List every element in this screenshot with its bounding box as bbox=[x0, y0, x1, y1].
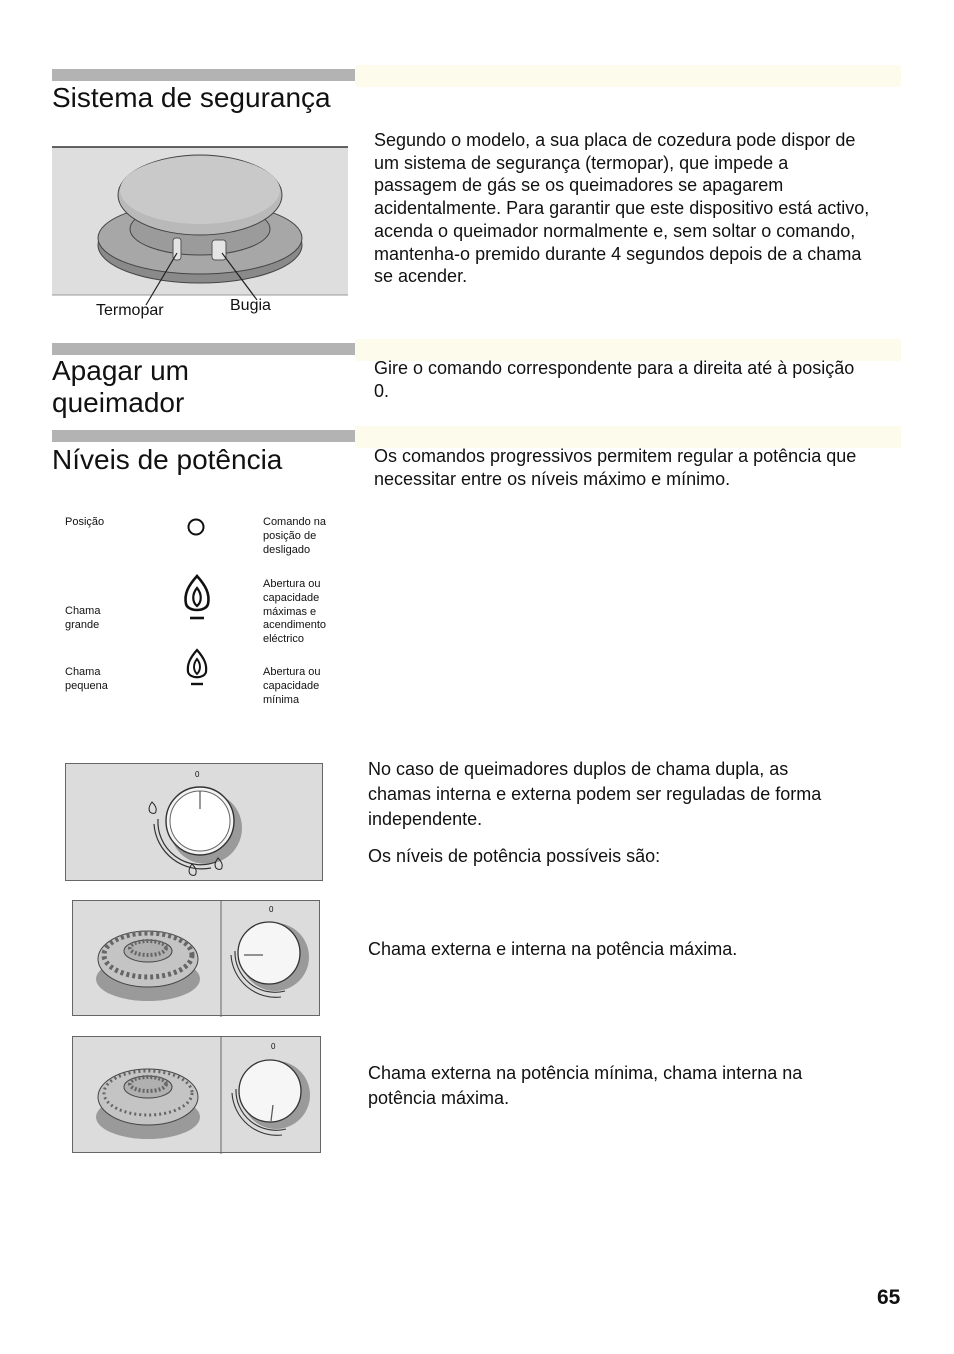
section-title-off-line2: queimador bbox=[52, 387, 185, 418]
section-bar bbox=[52, 430, 355, 442]
double-intro-text: No caso de queimadores duplos de chama dupla, as chamas interna e externa podem ser reguladas de forma independente. bbox=[368, 759, 822, 829]
burner-illustration bbox=[52, 145, 348, 325]
knob-zero-label: 0 bbox=[269, 905, 274, 914]
section-tint bbox=[355, 65, 901, 87]
section-title-safety: Sistema de segurança bbox=[52, 82, 331, 113]
table-row-position: Chama grande bbox=[65, 605, 101, 631]
knob-figure bbox=[65, 763, 323, 881]
levels-intro-text: Os níveis de potência possíveis são: bbox=[368, 846, 661, 866]
knob-zero-label: 0 bbox=[271, 1042, 276, 1051]
knob-zero-label: 0 bbox=[195, 770, 200, 779]
thermocouple-label: Termopar bbox=[96, 302, 164, 319]
section-title-off-line1: Apagar um bbox=[52, 355, 189, 386]
table-row-position: Posição bbox=[65, 516, 105, 528]
level-mixed-text: Chama externa na potência mínima, chama interna na potência máxima. bbox=[368, 1063, 803, 1108]
circle-icon bbox=[186, 517, 206, 542]
safety-text: Segundo o modelo, a sua placa de cozedura pode dispor de um sistema de segurança (termopar), que impede a passagem de gás se os queimadores se apagarem acidentalmente. Para garantir que este dispositivo está activo, acenda o queimador normalmente e, sem soltar o comando, mantenha-o premido durante 4 segundos depois de a chama se acender. bbox=[374, 130, 870, 287]
spark-plug-label: Bugia bbox=[230, 297, 271, 314]
page-number: 65 bbox=[877, 1286, 901, 1309]
table-row-description: Comando na posição de desligado bbox=[263, 516, 326, 556]
table-row-description: Abertura ou capacidade máximas e acendimento eléctrico bbox=[263, 578, 326, 646]
level-max-text: Chama externa e interna na potência máxima. bbox=[368, 939, 738, 959]
section-title-levels: Níveis de potência bbox=[52, 444, 283, 475]
small-flame-icon bbox=[185, 648, 209, 693]
burner-figure bbox=[52, 145, 348, 325]
section-bar bbox=[52, 343, 355, 355]
burner-max-figure bbox=[72, 900, 320, 1016]
section-bar bbox=[52, 69, 355, 81]
off-text: Gire o comando correspondente para a direita até à posição 0. bbox=[374, 358, 855, 401]
table-row-position: Chama pequena bbox=[65, 666, 108, 692]
table-row-description: Abertura ou capacidade mínima bbox=[263, 666, 321, 706]
levels-text: Os comandos progressivos permitem regular a potência que necessitar entre os níveis máximo e mínimo. bbox=[374, 446, 857, 489]
large-flame-icon bbox=[182, 574, 212, 627]
burner-mixed-figure bbox=[72, 1036, 321, 1153]
